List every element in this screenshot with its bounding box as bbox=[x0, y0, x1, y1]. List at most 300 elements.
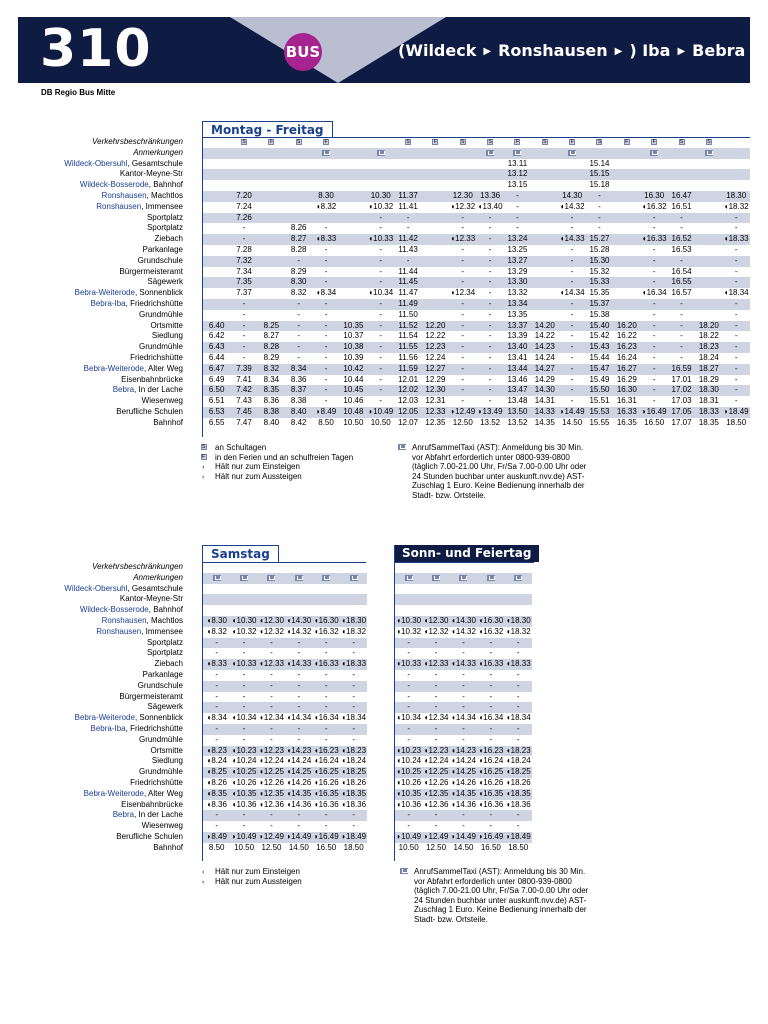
legend-text: in den Ferien und an schulfreien Tagen bbox=[215, 452, 354, 462]
table-row bbox=[203, 584, 367, 595]
time-cell: ◖14.26 bbox=[451, 777, 476, 787]
time-cell bbox=[203, 267, 230, 278]
time-cell: - bbox=[462, 821, 465, 831]
time-cell: 11.50 bbox=[398, 309, 418, 319]
time-cell: ◖12.33 bbox=[423, 659, 449, 669]
restriction-marker: S bbox=[202, 444, 206, 450]
table-row bbox=[203, 789, 367, 800]
time-cell: ◖16.26 bbox=[313, 777, 339, 787]
time-cell: ◖12.30 bbox=[423, 615, 449, 625]
time-cell: ◖18.25 bbox=[341, 767, 367, 777]
time-cell bbox=[668, 180, 695, 191]
legend-text: Hält nur zum Einsteigen bbox=[215, 867, 300, 876]
time-cell: - bbox=[230, 638, 257, 649]
stop-label: Siedlung bbox=[151, 756, 183, 766]
stop-place: Bebra-Weiterode bbox=[74, 288, 135, 298]
time-cell bbox=[558, 180, 585, 191]
stop-name: Bebra-Weiterode, Alter Weg bbox=[83, 788, 183, 798]
arrow-right-icon: ▶ bbox=[677, 46, 686, 57]
legend-text: an Schultagen bbox=[215, 443, 267, 452]
time-cell: 6.50 bbox=[203, 385, 230, 396]
table-row bbox=[203, 594, 367, 605]
time-cell: 6.40 bbox=[203, 321, 230, 332]
time-cell: - bbox=[461, 396, 465, 406]
time-cell: - bbox=[242, 309, 246, 319]
time-cell: 16.23 bbox=[613, 342, 640, 353]
stop-name: Wildeck-Obersuhl, Gesamtschule bbox=[64, 583, 183, 593]
ast-note-weekend bbox=[400, 867, 592, 924]
time-cell: 6.55 bbox=[208, 417, 225, 427]
time-cell: - bbox=[203, 724, 230, 735]
time-cell bbox=[531, 191, 558, 202]
time-cell: 10.50 bbox=[370, 417, 391, 427]
time-cell bbox=[313, 605, 340, 616]
time-cell bbox=[258, 213, 285, 224]
stop-name bbox=[0, 821, 183, 832]
time-cell: - bbox=[215, 821, 219, 831]
table-row bbox=[203, 800, 367, 811]
time-cell: 15.14 bbox=[589, 158, 610, 168]
table-row bbox=[203, 681, 367, 692]
table-row bbox=[395, 670, 532, 681]
time-cell: 12.05 bbox=[394, 407, 421, 418]
time-cell bbox=[531, 169, 558, 180]
table-row bbox=[203, 735, 367, 746]
time-cell: ◖8.26 bbox=[206, 777, 227, 787]
time-cell: 8.37 bbox=[285, 385, 312, 396]
time-cell: ◖18.35 bbox=[341, 788, 367, 798]
route-number: 310 bbox=[40, 19, 152, 79]
time-cell: 17.03 bbox=[671, 396, 692, 406]
time-cell: ◖18.33 bbox=[505, 659, 531, 669]
time-cell: 14.30 bbox=[531, 385, 558, 396]
time-cell: 15.53 bbox=[586, 407, 613, 418]
time-cell: - bbox=[242, 331, 246, 341]
time-cell: 12.29 bbox=[425, 374, 446, 384]
time-cell: ◖16.34 bbox=[641, 288, 667, 298]
time-cell bbox=[531, 159, 558, 170]
time-cell bbox=[340, 605, 367, 616]
table-row bbox=[203, 659, 367, 670]
time-cell: ◖10.32 bbox=[368, 201, 394, 211]
time-cell: ◖10.34 bbox=[231, 713, 257, 723]
table-row bbox=[203, 234, 750, 245]
time-cell: 11.54 bbox=[398, 331, 418, 341]
time-cell: - bbox=[313, 638, 340, 649]
time-cell bbox=[203, 605, 230, 616]
time-cell: 10.42 bbox=[340, 364, 367, 375]
time-cell: - bbox=[488, 223, 492, 233]
time-cell: 16.35 bbox=[616, 417, 637, 427]
time-cell: - bbox=[297, 691, 301, 701]
stop-label: Berufliche Schulen bbox=[116, 831, 183, 841]
time-cell: 8.32 bbox=[258, 364, 285, 375]
time-cell: ◖12.23 bbox=[423, 745, 449, 755]
time-cell: 17.02 bbox=[668, 385, 695, 396]
time-cell: - bbox=[422, 702, 449, 713]
time-cell: - bbox=[434, 821, 438, 831]
time-cell: - bbox=[476, 234, 503, 245]
time-cell: - bbox=[215, 669, 219, 679]
time-cell: ◖18.25 bbox=[505, 767, 531, 777]
time-cell: - bbox=[505, 702, 532, 713]
stop-label: Kantor-Meyne-Str bbox=[119, 169, 183, 179]
time-cell: - bbox=[476, 342, 503, 353]
time-cell: 11.37 bbox=[394, 191, 421, 202]
time-cell: - bbox=[488, 266, 492, 276]
time-cell: ◖16.25 bbox=[313, 767, 339, 777]
stop-name bbox=[0, 353, 183, 364]
time-cell: 12.23 bbox=[422, 342, 449, 353]
time-cell: ◖10.33 bbox=[368, 234, 394, 244]
time-cell: 7.41 bbox=[236, 374, 252, 384]
time-cell: - bbox=[488, 352, 492, 362]
time-cell: - bbox=[215, 648, 219, 658]
time-cell bbox=[476, 159, 503, 170]
time-cell: ◖8.33 bbox=[203, 659, 230, 670]
time-cell: - bbox=[407, 669, 411, 679]
time-cell bbox=[258, 234, 285, 245]
time-cell: - bbox=[516, 821, 520, 831]
time-cell: ◖10.24 bbox=[231, 756, 257, 766]
time-cell bbox=[203, 180, 230, 191]
stop-name bbox=[0, 681, 183, 692]
time-cell: 8.34 bbox=[285, 364, 312, 375]
time-cell: ◖8.23 bbox=[203, 746, 230, 757]
legend-item bbox=[201, 877, 381, 887]
stop-place: Bebra-Iba bbox=[90, 723, 126, 733]
time-cell: 16.47 bbox=[668, 191, 695, 202]
time-cell: - bbox=[450, 724, 477, 735]
time-cell: - bbox=[352, 669, 355, 679]
time-cell bbox=[340, 169, 367, 180]
time-cell: 12.31 bbox=[425, 396, 446, 406]
time-cell: 13.24 bbox=[504, 234, 531, 245]
time-cell bbox=[203, 245, 230, 256]
time-cell bbox=[695, 180, 722, 191]
time-cell: 8.50 bbox=[208, 842, 225, 852]
time-cell: ◖18.32 bbox=[505, 626, 531, 636]
time-cell: ◖10.35 bbox=[396, 788, 422, 798]
time-cell bbox=[258, 310, 285, 321]
time-cell: 11.59 bbox=[394, 364, 421, 375]
time-cell: - bbox=[230, 234, 257, 245]
time-cell: 8.28 bbox=[290, 244, 307, 254]
time-cell: 12.50 bbox=[452, 417, 473, 427]
time-cell: 13.25 bbox=[507, 244, 528, 254]
time-cell: - bbox=[516, 223, 519, 233]
restriction-marker: S bbox=[297, 138, 301, 145]
time-cell bbox=[367, 169, 394, 180]
time-cell: 16.50 bbox=[316, 842, 337, 852]
time-cell: 12.30 bbox=[422, 385, 449, 396]
time-cell bbox=[449, 159, 476, 170]
time-cell: 18.50 bbox=[508, 842, 529, 852]
stop-label: Sportplatz bbox=[146, 223, 183, 233]
time-cell: - bbox=[407, 821, 411, 831]
time-cell: 11.55 bbox=[394, 342, 421, 353]
time-cell: - bbox=[395, 702, 422, 713]
ast-note-weekday bbox=[398, 443, 590, 500]
time-cell bbox=[531, 213, 558, 224]
stop-name bbox=[0, 702, 183, 713]
time-cell bbox=[395, 594, 422, 605]
time-cell: 12.20 bbox=[422, 321, 449, 332]
time-cell: - bbox=[434, 669, 438, 679]
time-cell: ◖18.32 bbox=[723, 201, 749, 211]
stop-label: Siedlung bbox=[151, 331, 183, 341]
time-cell: - bbox=[367, 277, 394, 288]
time-cell: - bbox=[723, 321, 750, 332]
time-cell: - bbox=[652, 223, 656, 233]
stop-name: Ronshausen, Immensee bbox=[96, 201, 183, 211]
time-cell: 11.42 bbox=[394, 234, 421, 245]
stop-label: Ziebach bbox=[154, 659, 183, 669]
time-cell: - bbox=[723, 385, 750, 396]
time-cell: ◖14.32 bbox=[559, 201, 585, 211]
time-cell: - bbox=[449, 342, 476, 353]
time-cell: 11.44 bbox=[398, 266, 418, 276]
time-cell: - bbox=[641, 321, 668, 332]
time-cell: 17.05 bbox=[668, 407, 695, 418]
stop-label: Ortsmitte bbox=[150, 745, 183, 755]
table-row bbox=[203, 778, 367, 789]
time-cell bbox=[422, 213, 449, 224]
time-cell: - bbox=[570, 331, 574, 341]
time-cell: ◗12.49 bbox=[450, 406, 476, 416]
time-cell: ◖8.34 bbox=[206, 713, 227, 723]
time-cell bbox=[477, 594, 504, 605]
time-cell bbox=[285, 584, 312, 595]
stop-label: Parkanlage bbox=[142, 244, 183, 254]
stop-label: Friedrichshütte bbox=[130, 298, 183, 308]
time-cell: 13.48 bbox=[507, 396, 528, 406]
table-row bbox=[203, 746, 367, 757]
time-cell: - bbox=[652, 352, 656, 362]
time-cell: 13.11 bbox=[507, 158, 528, 168]
time-cell bbox=[203, 159, 230, 170]
time-cell: - bbox=[505, 810, 532, 821]
time-cell: ◖10.30 bbox=[231, 615, 257, 625]
time-cell bbox=[695, 288, 722, 299]
time-cell: - bbox=[379, 309, 383, 319]
time-cell: - bbox=[734, 396, 738, 406]
time-cell bbox=[613, 180, 640, 191]
restrictions-label: Verkehrsbeschränkungen bbox=[92, 562, 183, 571]
time-cell bbox=[203, 584, 230, 595]
table-row bbox=[395, 713, 532, 724]
time-cell: - bbox=[379, 244, 383, 254]
time-cell: - bbox=[324, 244, 328, 254]
time-cell bbox=[422, 180, 449, 191]
time-cell bbox=[558, 159, 585, 170]
stop-label: Sportplatz bbox=[146, 637, 183, 647]
stop-label: Machtlos bbox=[150, 615, 183, 625]
restriction-marker: F bbox=[652, 138, 656, 145]
time-cell bbox=[230, 594, 257, 605]
stop-name bbox=[0, 800, 183, 811]
time-cell: 13.37 bbox=[504, 321, 531, 332]
time-cell bbox=[695, 310, 722, 321]
time-cell bbox=[613, 159, 640, 170]
time-cell: - bbox=[558, 277, 585, 288]
time-cell: 16.55 bbox=[668, 277, 695, 288]
time-cell: - bbox=[652, 331, 656, 341]
phone-icon bbox=[322, 150, 330, 156]
time-cell: - bbox=[558, 364, 585, 375]
time-cell: 12.50 bbox=[426, 842, 447, 852]
time-cell: 15.15 bbox=[586, 169, 613, 180]
time-cell bbox=[613, 223, 640, 234]
time-cell bbox=[422, 594, 449, 605]
table-row bbox=[395, 810, 532, 821]
time-cell: - bbox=[352, 648, 355, 658]
time-cell: ◗12.49 bbox=[423, 831, 449, 841]
time-cell: 18.35 bbox=[698, 417, 719, 427]
phone-icon bbox=[486, 150, 494, 156]
time-cell bbox=[340, 584, 367, 595]
stop-label: Grundschule bbox=[137, 255, 183, 265]
time-cell: ◖12.26 bbox=[259, 777, 284, 787]
stop-name bbox=[0, 659, 183, 670]
time-cell: 17.01 bbox=[671, 374, 692, 384]
time-cell: ◖12.32 bbox=[450, 201, 476, 211]
time-cell: ◖10.33 bbox=[231, 659, 257, 669]
time-cell: 12.33 bbox=[422, 407, 449, 418]
stop-name: Ronshausen, Immensee bbox=[96, 626, 183, 636]
time-cell: ◗18.49 bbox=[505, 831, 531, 841]
table-row bbox=[203, 331, 750, 342]
time-cell bbox=[695, 299, 722, 310]
time-cell: - bbox=[258, 724, 285, 735]
time-cell: - bbox=[324, 266, 328, 276]
time-cell bbox=[695, 267, 722, 278]
restriction-marker: F bbox=[570, 138, 574, 145]
time-cell bbox=[505, 605, 532, 616]
time-cell: 18.50 bbox=[726, 417, 747, 427]
time-cell bbox=[340, 299, 367, 310]
time-cell bbox=[203, 594, 230, 605]
time-cell bbox=[203, 234, 230, 245]
time-cell: - bbox=[586, 191, 613, 202]
stop-label: Sägewerk bbox=[147, 277, 183, 287]
stop-name: Bebra-Iba, Friedrichshütte bbox=[90, 723, 183, 733]
time-cell: - bbox=[230, 702, 257, 713]
time-cell: ◖14.34 bbox=[559, 288, 585, 298]
time-cell bbox=[558, 169, 585, 180]
stop-name: Bebra-Weiterode, Sonnenblick bbox=[74, 713, 183, 723]
time-cell bbox=[203, 202, 230, 213]
route-stop: ) Iba bbox=[629, 41, 671, 60]
time-cell: - bbox=[461, 266, 465, 276]
time-cell bbox=[613, 234, 640, 245]
time-cell: 14.29 bbox=[534, 374, 555, 384]
time-cell: 7.47 bbox=[236, 417, 252, 427]
time-cell: - bbox=[230, 321, 257, 332]
time-cell: ◖14.32 bbox=[451, 626, 476, 636]
stop-label: Grundschule bbox=[137, 680, 183, 690]
time-cell: 13.50 bbox=[504, 407, 531, 418]
time-cell: 8.30 bbox=[312, 191, 339, 202]
time-cell: 6.42 bbox=[208, 331, 225, 341]
stop-name bbox=[0, 767, 183, 778]
time-cell: - bbox=[395, 681, 422, 692]
table-row bbox=[203, 670, 367, 681]
time-cell: ◖18.36 bbox=[505, 799, 531, 809]
time-cell bbox=[613, 299, 640, 310]
stop-label: Immensee bbox=[145, 201, 183, 211]
time-cell: - bbox=[505, 638, 532, 649]
time-cell: ◖18.30 bbox=[341, 615, 367, 625]
time-cell bbox=[641, 180, 668, 191]
stop-label: In der Lache bbox=[138, 810, 183, 820]
table-row bbox=[395, 681, 532, 692]
time-cell: ◖10.24 bbox=[396, 756, 422, 766]
time-cell: - bbox=[395, 724, 422, 735]
table-row bbox=[203, 627, 367, 638]
table-row bbox=[203, 321, 750, 332]
time-cell: - bbox=[406, 223, 410, 233]
time-cell: - bbox=[395, 810, 422, 821]
stop-name bbox=[0, 778, 183, 789]
phone-icon bbox=[705, 150, 713, 156]
stop-label: Alter Weg bbox=[148, 363, 183, 373]
phone-icon bbox=[432, 575, 440, 581]
time-cell: - bbox=[203, 638, 230, 649]
stop-label: Grundmühle bbox=[138, 342, 183, 352]
time-cell: - bbox=[394, 213, 421, 224]
stop-name bbox=[0, 277, 183, 288]
stop-name bbox=[0, 331, 183, 342]
time-cell: - bbox=[379, 266, 383, 276]
stop-name: Bebra, In der Lache bbox=[112, 385, 183, 395]
restriction-marker: F bbox=[324, 138, 328, 145]
time-cell: ◖16.23 bbox=[478, 745, 504, 755]
stop-name bbox=[0, 692, 183, 703]
time-cell: ◖10.25 bbox=[396, 767, 422, 777]
time-cell: ◖10.32 bbox=[396, 626, 422, 636]
time-cell bbox=[340, 277, 367, 288]
restrictions-label: Verkehrsbeschränkungen bbox=[92, 137, 183, 146]
table-row bbox=[395, 756, 532, 767]
restriction-marker: F bbox=[202, 453, 206, 460]
time-cell bbox=[258, 277, 285, 288]
bus-badge: BUS bbox=[284, 33, 322, 71]
time-cell bbox=[613, 169, 640, 180]
time-cell: - bbox=[203, 702, 230, 713]
time-cell: - bbox=[489, 691, 493, 701]
time-cell bbox=[531, 234, 558, 245]
time-cell: 15.55 bbox=[589, 417, 610, 427]
time-cell bbox=[613, 245, 640, 256]
time-cell: 14.22 bbox=[534, 331, 555, 341]
time-cell bbox=[477, 605, 504, 616]
time-cell: 18.29 bbox=[698, 374, 719, 384]
time-cell: 18.30 bbox=[695, 385, 722, 396]
time-cell: 15.35 bbox=[589, 288, 610, 298]
time-cell: - bbox=[324, 374, 328, 384]
time-cell: 13.39 bbox=[507, 331, 528, 341]
time-cell: ◖12.33 bbox=[259, 659, 284, 669]
stop-name bbox=[0, 746, 183, 757]
time-cell: - bbox=[450, 638, 477, 649]
time-cell bbox=[203, 191, 230, 202]
time-cell: ◖16.25 bbox=[478, 767, 504, 777]
time-cell: - bbox=[570, 244, 574, 254]
time-cell: - bbox=[367, 299, 394, 310]
phone-icon bbox=[405, 575, 413, 581]
time-cell: - bbox=[352, 734, 355, 744]
